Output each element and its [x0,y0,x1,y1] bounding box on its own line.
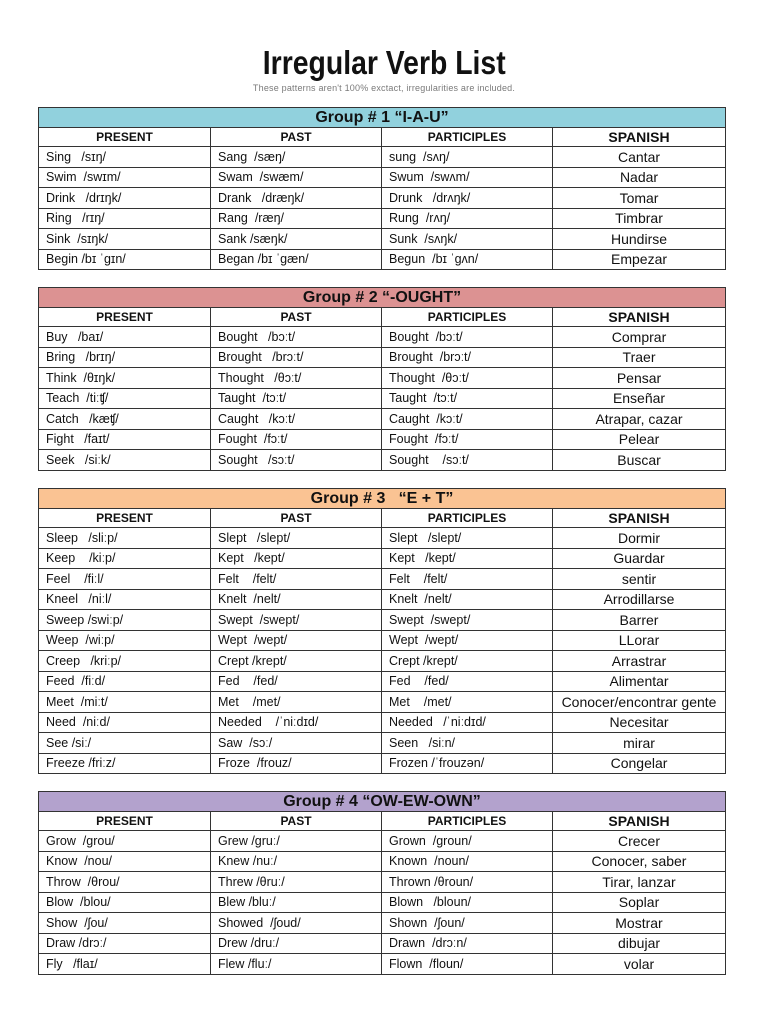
present-cell: Buy /baɪ/ [39,327,211,348]
present-cell: Feel /fiːl/ [39,569,211,590]
present-cell: Ring /rɪŋ/ [39,208,211,229]
spanish-cell: Conocer, saber [553,851,726,872]
participle-cell: Slept /slept/ [382,528,553,549]
present-cell: See /siː/ [39,733,211,754]
participle-cell: Caught /kɔːt/ [382,409,553,430]
participle-cell: Crept /krept/ [382,651,553,672]
present-cell: Feed /fiːd/ [39,671,211,692]
past-cell: Swam /swæm/ [211,167,382,188]
group-header-row [39,792,726,812]
present-cell: Throw /θrou/ [39,872,211,893]
verb-table-group-3 [38,488,726,774]
present-cell: Teach /tiːʧ/ [39,388,211,409]
past-cell: Slept /slept/ [211,528,382,549]
table-row [39,229,726,250]
present-cell: Bring /brɪŋ/ [39,347,211,368]
present-cell: Need /niːd/ [39,712,211,733]
spanish-cell: dibujar [553,933,726,954]
spanish-cell: Guardar [553,548,726,569]
spanish-cell: mirar [553,733,726,754]
group-header: Group # 3 “E + T” [39,489,726,509]
past-cell: Crept /krept/ [211,651,382,672]
column-header-row [39,308,726,327]
past-cell: Taught /tɔːt/ [211,388,382,409]
table-row [39,913,726,934]
spanish-cell: sentir [553,569,726,590]
participle-cell: Swept /swept/ [382,610,553,631]
table-row [39,409,726,430]
participle-cell: Grown /groun/ [382,831,553,852]
column-header-row [39,509,726,528]
spanish-cell: Empezar [553,249,726,270]
spanish-cell: Enseñar [553,388,726,409]
column-header-participles: PARTICIPLES [382,812,553,831]
participle-cell: Kept /kept/ [382,548,553,569]
past-cell: Fought /fɔːt/ [211,429,382,450]
past-cell: Brought /brɔːt/ [211,347,382,368]
column-header-row [39,812,726,831]
spanish-cell: Atrapar, cazar [553,409,726,430]
past-cell: Froze /frouz/ [211,753,382,774]
participle-cell: Swum /swʌm/ [382,167,553,188]
table-row [39,347,726,368]
group-header: Group # 1 “I-A-U” [39,108,726,128]
column-header-participles: PARTICIPLES [382,308,553,327]
spanish-cell: Pensar [553,368,726,389]
column-header-spanish: SPANISH [553,308,726,327]
table-row [39,450,726,471]
table-row [39,671,726,692]
table-row [39,651,726,672]
table-row [39,933,726,954]
column-header-present: PRESENT [39,308,211,327]
participle-cell: Knelt /nelt/ [382,589,553,610]
column-header-row [39,128,726,147]
participle-cell: Wept /wept/ [382,630,553,651]
group-header-row [39,288,726,308]
group-header: Group # 2 “-OUGHT” [39,288,726,308]
past-cell: Knelt /nelt/ [211,589,382,610]
table-row [39,569,726,590]
present-cell: Fly /flaɪ/ [39,954,211,975]
participle-cell: Fed /fed/ [382,671,553,692]
table-row [39,831,726,852]
spanish-cell: Nadar [553,167,726,188]
table-row [39,630,726,651]
past-cell: Blew /bluː/ [211,892,382,913]
spanish-cell: Timbrar [553,208,726,229]
participle-cell: Thrown /θroun/ [382,872,553,893]
table-row [39,589,726,610]
participle-cell: Flown /floun/ [382,954,553,975]
verb-table-group-2 [38,287,726,471]
past-cell: Drew /druː/ [211,933,382,954]
participle-cell: Needed /ˈniːdɪd/ [382,712,553,733]
past-cell: Threw /θruː/ [211,872,382,893]
column-header-participles: PARTICIPLES [382,128,553,147]
spanish-cell: volar [553,954,726,975]
spanish-cell: Barrer [553,610,726,631]
spanish-cell: Traer [553,347,726,368]
spanish-cell: Necesitar [553,712,726,733]
verb-table-group-4 [38,791,726,975]
present-cell: Kneel /niːl/ [39,589,211,610]
present-cell: Fight /faɪt/ [39,429,211,450]
spanish-cell: Arrastrar [553,651,726,672]
table-row [39,528,726,549]
past-cell: Caught /kɔːt/ [211,409,382,430]
past-cell: Kept /kept/ [211,548,382,569]
participle-cell: Rung /rʌŋ/ [382,208,553,229]
past-cell: Sank /sæŋk/ [211,229,382,250]
table-row [39,368,726,389]
column-header-spanish: SPANISH [553,812,726,831]
present-cell: Creep /kriːp/ [39,651,211,672]
table-row [39,429,726,450]
spanish-cell: Tirar, lanzar [553,872,726,893]
past-cell: Bought /bɔːt/ [211,327,382,348]
participle-cell: sung /sʌŋ/ [382,147,553,168]
present-cell: Drink /drɪŋk/ [39,188,211,209]
participle-cell: Begun /bɪ ˈgʌn/ [382,249,553,270]
past-cell: Wept /wept/ [211,630,382,651]
spanish-cell: Buscar [553,450,726,471]
participle-cell: Thought /θɔːt/ [382,368,553,389]
page-title-text: Irregular Verb List [262,44,506,81]
page-subtitle: These patterns aren't 100% exctact, irregularities are included. [252,83,516,93]
participle-cell: Frozen /ˈfrouzən/ [382,753,553,774]
column-header-spanish: SPANISH [553,128,726,147]
table-row [39,851,726,872]
column-header-past: PAST [211,812,382,831]
past-cell: Drank /dræŋk/ [211,188,382,209]
table-row [39,872,726,893]
spanish-cell: Tomar [553,188,726,209]
spanish-cell: Crecer [553,831,726,852]
past-cell: Rang /ræŋ/ [211,208,382,229]
table-row [39,954,726,975]
column-header-past: PAST [211,509,382,528]
participle-cell: Bought /bɔːt/ [382,327,553,348]
spanish-cell: Comprar [553,327,726,348]
participle-cell: Fought /fɔːt/ [382,429,553,450]
table-row [39,712,726,733]
present-cell: Seek /siːk/ [39,450,211,471]
group-header-row [39,489,726,509]
spanish-cell: Pelear [553,429,726,450]
spanish-cell: Hundirse [553,229,726,250]
present-cell: Draw /drɔː/ [39,933,211,954]
table-row [39,188,726,209]
present-cell: Catch /kæʧ/ [39,409,211,430]
table-row [39,327,726,348]
table-row [39,733,726,754]
present-cell: Sweep /swiːp/ [39,610,211,631]
spanish-cell: Soplar [553,892,726,913]
table-row [39,208,726,229]
column-header-present: PRESENT [39,128,211,147]
column-header-past: PAST [211,308,382,327]
past-cell: Grew /gruː/ [211,831,382,852]
spanish-cell: Congelar [553,753,726,774]
present-cell: Grow /grou/ [39,831,211,852]
participle-cell: Met /met/ [382,692,553,713]
past-cell: Knew /nuː/ [211,851,382,872]
table-row [39,892,726,913]
past-cell: Flew /fluː/ [211,954,382,975]
spanish-cell: Arrodillarse [553,589,726,610]
table-row [39,167,726,188]
column-header-present: PRESENT [39,509,211,528]
participle-cell: Sunk /sʌŋk/ [382,229,553,250]
spanish-cell: Cantar [553,147,726,168]
column-header-participles: PARTICIPLES [382,509,553,528]
past-cell: Sought /sɔːt/ [211,450,382,471]
table-row [39,753,726,774]
participle-cell: Felt /felt/ [382,569,553,590]
table-row [39,692,726,713]
present-cell: Sleep /sliːp/ [39,528,211,549]
spanish-cell: Dormir [553,528,726,549]
table-row [39,249,726,270]
past-cell: Needed /ˈniːdɪd/ [211,712,382,733]
present-cell: Think /θɪŋk/ [39,368,211,389]
spanish-cell: LLorar [553,630,726,651]
past-cell: Sang /sæŋ/ [211,147,382,168]
past-cell: Began /bɪ ˈgæn/ [211,249,382,270]
past-cell: Felt /felt/ [211,569,382,590]
present-cell: Sink /sɪŋk/ [39,229,211,250]
participle-cell: Seen /siːn/ [382,733,553,754]
column-header-spanish: SPANISH [553,509,726,528]
participle-cell: Shown /ʃoun/ [382,913,553,934]
past-cell: Fed /fed/ [211,671,382,692]
past-cell: Swept /swept/ [211,610,382,631]
column-header-present: PRESENT [39,812,211,831]
spanish-cell: Alimentar [553,671,726,692]
present-cell: Sing /sɪŋ/ [39,147,211,168]
present-cell: Swim /swɪm/ [39,167,211,188]
table-row [39,548,726,569]
past-cell: Thought /θɔːt/ [211,368,382,389]
participle-cell: Taught /tɔːt/ [382,388,553,409]
participle-cell: Drunk /drʌŋk/ [382,188,553,209]
past-cell: Saw /sɔː/ [211,733,382,754]
participle-cell: Known /noun/ [382,851,553,872]
spanish-cell: Mostrar [553,913,726,934]
group-header: Group # 4 “OW-EW-OWN” [39,792,726,812]
verb-table-group-1 [38,107,726,270]
table-row [39,610,726,631]
present-cell: Begin /bɪ ˈgɪn/ [39,249,211,270]
present-cell: Blow /blou/ [39,892,211,913]
present-cell: Know /nou/ [39,851,211,872]
column-header-past: PAST [211,128,382,147]
present-cell: Show /ʃou/ [39,913,211,934]
present-cell: Weep /wiːp/ [39,630,211,651]
spanish-cell: Conocer/encontrar gente [553,692,726,713]
table-row [39,388,726,409]
participle-cell: Drawn /drɔːn/ [382,933,553,954]
present-cell: Freeze /friːz/ [39,753,211,774]
participle-cell: Sought /sɔːt/ [382,450,553,471]
past-cell: Showed /ʃoud/ [211,913,382,934]
participle-cell: Brought /brɔːt/ [382,347,553,368]
present-cell: Keep /kiːp/ [39,548,211,569]
past-cell: Met /met/ [211,692,382,713]
participle-cell: Blown /bloun/ [382,892,553,913]
table-row [39,147,726,168]
present-cell: Meet /miːt/ [39,692,211,713]
group-header-row [39,108,726,128]
